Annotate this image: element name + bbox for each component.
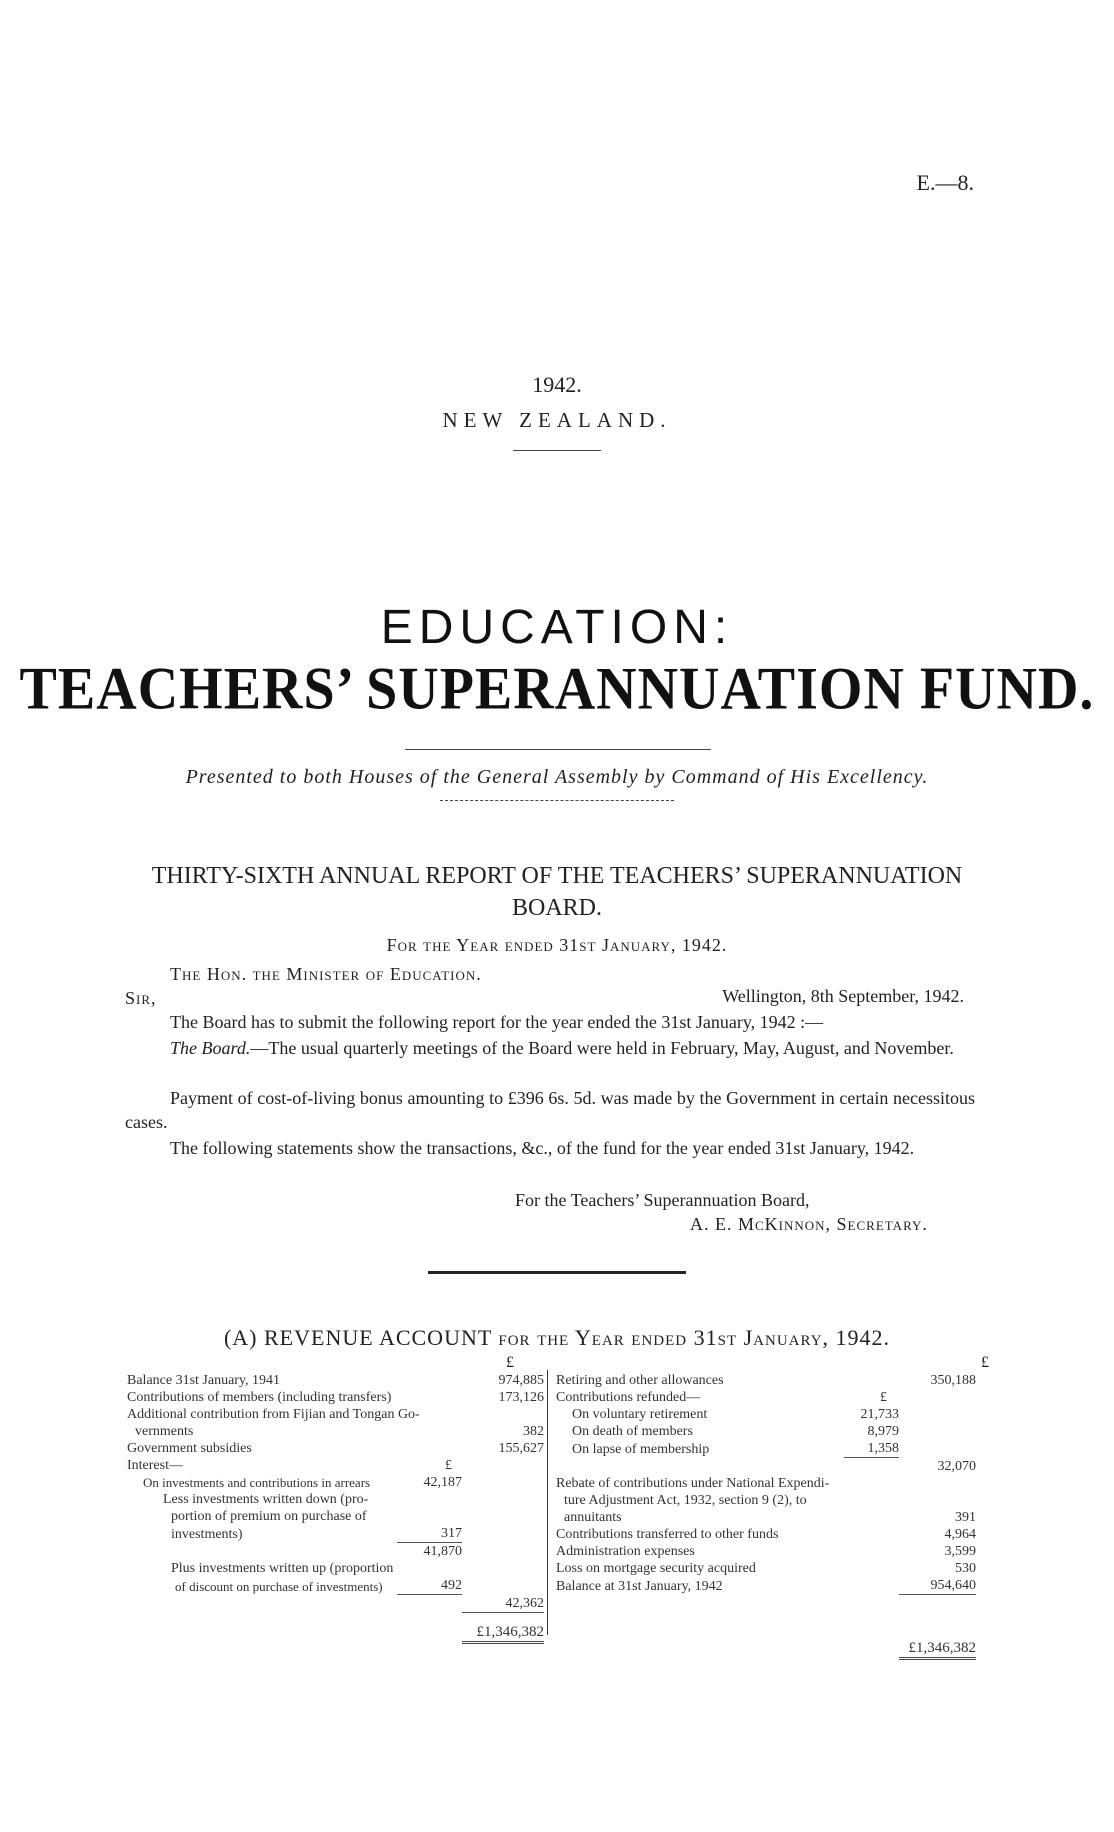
receipts-label: of discount on purchase of investments)	[175, 1578, 383, 1594]
receipts-total: £1,346,382	[462, 1612, 544, 1642]
receipts-label: portion of premium on purchase of	[171, 1509, 367, 1524]
payments-value: 1,358	[844, 1440, 899, 1458]
presented-divider	[440, 800, 674, 801]
report-title: THIRTY-SIXTH ANNUAL REPORT OF THE TEACHERS’ SUPERANNUATION BOARD.	[151, 863, 963, 921]
payments-currency-head: £	[981, 1354, 989, 1371]
receipts-row	[127, 1577, 544, 1595]
receipts-value: 317	[397, 1525, 462, 1543]
receipts-row	[127, 1491, 544, 1508]
payments-label: Contributions transferred to other funds	[556, 1527, 779, 1542]
account-center-rule	[547, 1370, 548, 1635]
receipts-label: Additional contribution from Fijian and Tongan Go-	[127, 1407, 420, 1422]
payments-row	[556, 1389, 976, 1406]
payments-label: On voluntary retirement	[572, 1407, 708, 1422]
short-divider	[513, 450, 601, 451]
page-reference: E.—8.	[916, 170, 974, 195]
receipts-row	[127, 1525, 544, 1543]
paragraph-statements: The following statements show the transactions, &c., of the fund for the year ended 31st January, 1942.	[170, 1138, 915, 1158]
payments-row	[556, 1543, 976, 1560]
receipts-table	[127, 1372, 544, 1644]
payments-row	[556, 1560, 976, 1577]
payments-value: 954,640	[899, 1577, 976, 1595]
payments-value: 350,188	[930, 1373, 976, 1388]
refunds-total: 32,070	[937, 1459, 976, 1474]
paragraph-board-text: —The usual quarterly meetings of the Board were held in February, May, August, and November.	[250, 1038, 954, 1058]
account-title: (A) REVENUE ACCOUNT for the Year ended 31st January, 1942.	[223, 1325, 891, 1350]
payments-label: Administration expenses	[556, 1544, 695, 1559]
receipts-row	[127, 1508, 544, 1525]
receipts-label: Government subsidies	[127, 1441, 252, 1456]
signoff: For the Teachers’ Superannuation Board,	[515, 1190, 810, 1210]
payments-row	[556, 1406, 976, 1423]
receipts-value: 382	[523, 1424, 544, 1439]
paragraph-board-label: The Board.	[170, 1038, 251, 1058]
receipts-label: Plus investments written up (proportion	[171, 1561, 394, 1576]
paragraph-bonus: Payment of cost-of-living bonus amounting to £396 6s. 5d. was made by the Government in certain necessitous cases.	[125, 1088, 975, 1132]
payments-row	[556, 1458, 976, 1476]
payments-row	[556, 1492, 976, 1509]
payments-value: 530	[955, 1561, 976, 1576]
payments-label: Retiring and other allowances	[556, 1373, 724, 1388]
payments-total: £1,346,382	[899, 1629, 976, 1659]
receipts-value: 173,126	[498, 1390, 544, 1405]
payments-label: annuitants	[564, 1510, 622, 1525]
payments-value: 391	[955, 1510, 976, 1525]
payments-row	[556, 1423, 976, 1440]
refunds-currency: £	[880, 1390, 887, 1405]
receipts-value: 155,627	[498, 1441, 544, 1456]
receipts-row	[127, 1406, 544, 1423]
receipts-label: Balance 31st January, 1941	[127, 1373, 281, 1388]
salutation: Sir,	[125, 988, 157, 1008]
receipts-label: On investments and contributions in arrears	[143, 1475, 371, 1490]
payments-label: Loss on mortgage security acquired	[556, 1561, 756, 1576]
paragraph-board	[125, 1036, 975, 1060]
payments-row	[556, 1372, 976, 1389]
receipts-row	[127, 1389, 544, 1406]
place-date: Wellington, 8th September, 1942.	[722, 986, 964, 1006]
title-divider	[405, 749, 711, 750]
receipts-value: 492	[397, 1577, 462, 1595]
paragraph-intro: The Board has to submit the following report for the year ended the 31st January, 1942 :—	[170, 1012, 824, 1032]
receipts-row	[127, 1372, 544, 1389]
payments-table	[556, 1372, 976, 1660]
receipts-row	[127, 1423, 544, 1440]
payments-value: 8,979	[867, 1424, 899, 1439]
payments-label: ture Adjustment Act, 1932, section 9 (2), to	[564, 1493, 807, 1508]
receipts-row	[127, 1560, 544, 1577]
receipts-row	[127, 1457, 544, 1474]
receipts-label: Less investments written down (pro-	[163, 1492, 369, 1507]
receipts-row	[127, 1440, 544, 1457]
year: 1942.	[532, 372, 582, 397]
document-title: TEACHERS’ SUPERANNUATION FUND.	[19, 655, 1095, 723]
receipts-value: 974,885	[498, 1373, 544, 1388]
section-divider	[428, 1271, 686, 1274]
addressee: The Hon. the Minister of Education.	[170, 964, 482, 984]
payments-label: Rebate of contributions under National Expendi-	[556, 1476, 830, 1491]
receipts-label: Interest—	[127, 1458, 183, 1473]
receipts-label: investments)	[171, 1526, 243, 1542]
payments-label: Balance at 31st January, 1942	[556, 1578, 723, 1594]
country: NEW ZEALAND.	[442, 408, 672, 432]
receipts-currency-head: £	[506, 1354, 514, 1371]
payments-row	[556, 1526, 976, 1543]
payments-label: On lapse of membership	[572, 1441, 710, 1457]
payments-row	[556, 1475, 976, 1492]
presented-line: Presented to both Houses of the General Assembly by Command of His Excellency.	[185, 766, 929, 788]
signatory: A. E. McKinnon, Secretary.	[690, 1214, 928, 1234]
payments-row	[556, 1440, 976, 1458]
interest-total: 42,362	[462, 1595, 544, 1613]
receipts-value: 42,187	[423, 1475, 462, 1490]
payments-total-row	[556, 1629, 976, 1659]
receipts-label: vernments	[135, 1424, 194, 1439]
payments-value: 21,733	[860, 1407, 899, 1422]
receipts-label: Contributions of members (including transfers)	[127, 1390, 392, 1405]
payments-value: 4,964	[944, 1527, 976, 1542]
receipts-subtotal: 41,870	[423, 1544, 462, 1559]
receipts-row	[127, 1543, 544, 1561]
interest-currency: £	[445, 1458, 452, 1473]
payments-row	[556, 1577, 976, 1595]
report-period: For the Year ended 31st January, 1942.	[386, 935, 728, 955]
payments-label: Contributions refunded—	[556, 1390, 701, 1405]
receipts-row	[127, 1595, 544, 1613]
payments-row	[556, 1509, 976, 1526]
payments-value: 3,599	[944, 1544, 976, 1559]
payments-row	[556, 1595, 976, 1629]
receipts-total-row	[127, 1612, 544, 1642]
payments-label: On death of members	[572, 1424, 693, 1439]
receipts-row	[127, 1474, 544, 1491]
department-heading: EDUCATION:	[380, 601, 734, 654]
